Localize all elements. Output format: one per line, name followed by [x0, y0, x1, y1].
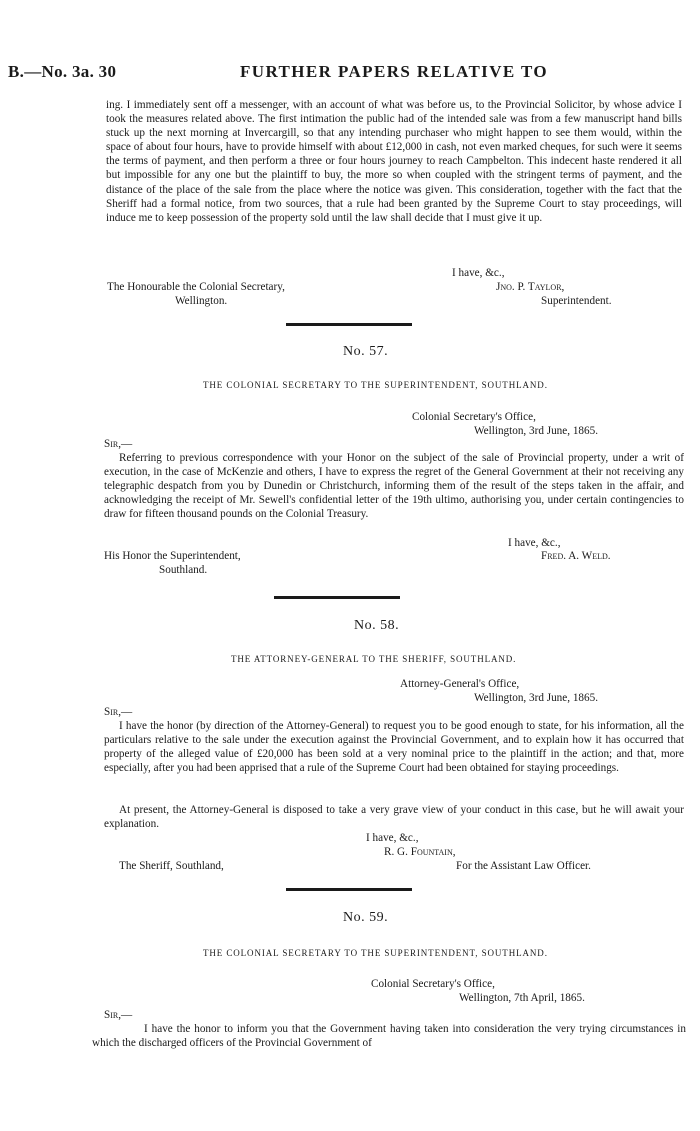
letter-57-addressee-place: Southland.	[159, 564, 208, 576]
letter-56-addressee-place: Wellington.	[175, 295, 228, 307]
letter-57-body: Referring to previous correspondence with your Honor on the subject of the sale of Provincial property, under a writ of execution, in the case of McKenzie and others, I have to express the regret of the General Government at their not receiving any telegraphic despatch from you by Dunedin or Christchurch, informing them of the result of the steps taken in the affair, and acknowledging the receipt of Mr. Sewell's confidential letter of the 19th ultimo, authorising you, under certain contingencies to draw for fifteen thousand pounds on the Colonial Treasury.	[104, 452, 684, 521]
letter-59-date: Wellington, 7th April, 1865.	[459, 992, 585, 1004]
section-divider	[286, 888, 412, 891]
letter-59-heading: THE COLONIAL SECRETARY TO THE SUPERINTENDENT, SOUTHLAND.	[203, 948, 548, 958]
letter-58-number: No. 58.	[354, 618, 400, 633]
letter-57-signature: Fred. A. Weld.	[541, 550, 611, 562]
letter-59-body: I have the honor to inform you that the Government having taken into consideration the very trying circumstances in which the discharged officers of the Provincial Government of	[92, 1023, 686, 1050]
letter-59-office: Colonial Secretary's Office,	[371, 978, 495, 990]
letter-59-number: No. 59.	[343, 910, 389, 925]
letter-58-signature: R. G. Fountain,	[384, 846, 456, 858]
letter-58-closing: I have, &c.,	[366, 832, 419, 844]
running-title: FURTHER PAPERS RELATIVE TO	[240, 62, 549, 81]
letter-58-signature-title: For the Assistant Law Officer.	[456, 860, 591, 872]
letter-56-addressee: The Honourable the Colonial Secretary,	[107, 281, 285, 293]
letter-57-addressee: His Honor the Superintendent,	[104, 550, 241, 562]
letter-58-salutation: Sir,—	[104, 706, 133, 718]
letter-58-addressee: The Sheriff, Southland,	[119, 860, 224, 872]
letter-58-office: Attorney-General's Office,	[400, 678, 520, 690]
page-reference: B.—No. 3a. 30	[8, 62, 117, 81]
letter-57-office: Colonial Secretary's Office,	[412, 411, 536, 423]
letter-59-salutation: Sir,—	[104, 1009, 133, 1021]
letter-57-date: Wellington, 3rd June, 1865.	[474, 425, 599, 437]
letter-58-body: I have the honor (by direction of the Attorney-General) to request you to be good enough to state, for his information, all the particulars relative to the sale under the execution against the Provincial Government, and to explain how it has occurred that property of the alleged value of £20,000 has been sold at a very nominal price to the plaintiff in the action; and that, more especially, after you had been apprised that a rule of the Supreme Court had been obtained for staying proceedings.	[104, 720, 684, 775]
letter-56-body: ing. I immediately sent off a messenger, with an account of what was before us, to the Provincial Solicitor, by whose advice I took the measures related above. The first intimation the public had of the intended sale was from a few manuscript hand bills stuck up the next morning at Invercargill, so that any intending purchaser who might happen to see them would, within the space of about four hours, have to provide himself with about £12,000 in cash, not even marked cheques, for such were it seems the terms of payment, and then perform a three or four hours journey to reach Campbelton. This indecent haste rendered it all but impossible for any one but the plaintiff to buy, the more so when coupled with the stringent terms of payment, and the distance of the place of the sale from the place where the notice was given. This consideration, together with the fact that the Sheriff had a formal notice, from two sources, that a rule had been granted by the Supreme Court to stay proceedings, will induce me to keep possession of the property sold until the law shall decide that I must give it up.	[106, 99, 682, 224]
letter-57-closing: I have, &c.,	[508, 537, 561, 549]
letter-57-salutation: Sir,—	[104, 438, 133, 450]
letter-57-heading: THE COLONIAL SECRETARY TO THE SUPERINTENDENT, SOUTHLAND.	[203, 380, 548, 390]
letter-56-signature: Jno. P. Taylor,	[496, 281, 565, 293]
running-head	[8, 62, 692, 86]
letter-56-closing: I have, &c.,	[452, 267, 505, 279]
letter-58-heading: THE ATTORNEY-GENERAL TO THE SHERIFF, SOUTHLAND.	[231, 654, 517, 664]
letter-58-body-continued: At present, the Attorney-General is disposed to take a very grave view of your conduct in this case, but he will await your explanation.	[104, 804, 684, 831]
letter-56-signature-title: Superintendent.	[541, 295, 612, 307]
section-divider	[286, 323, 412, 326]
letter-57-number: No. 57.	[343, 344, 389, 359]
letter-58-date: Wellington, 3rd June, 1865.	[474, 692, 599, 704]
section-divider	[274, 596, 400, 599]
